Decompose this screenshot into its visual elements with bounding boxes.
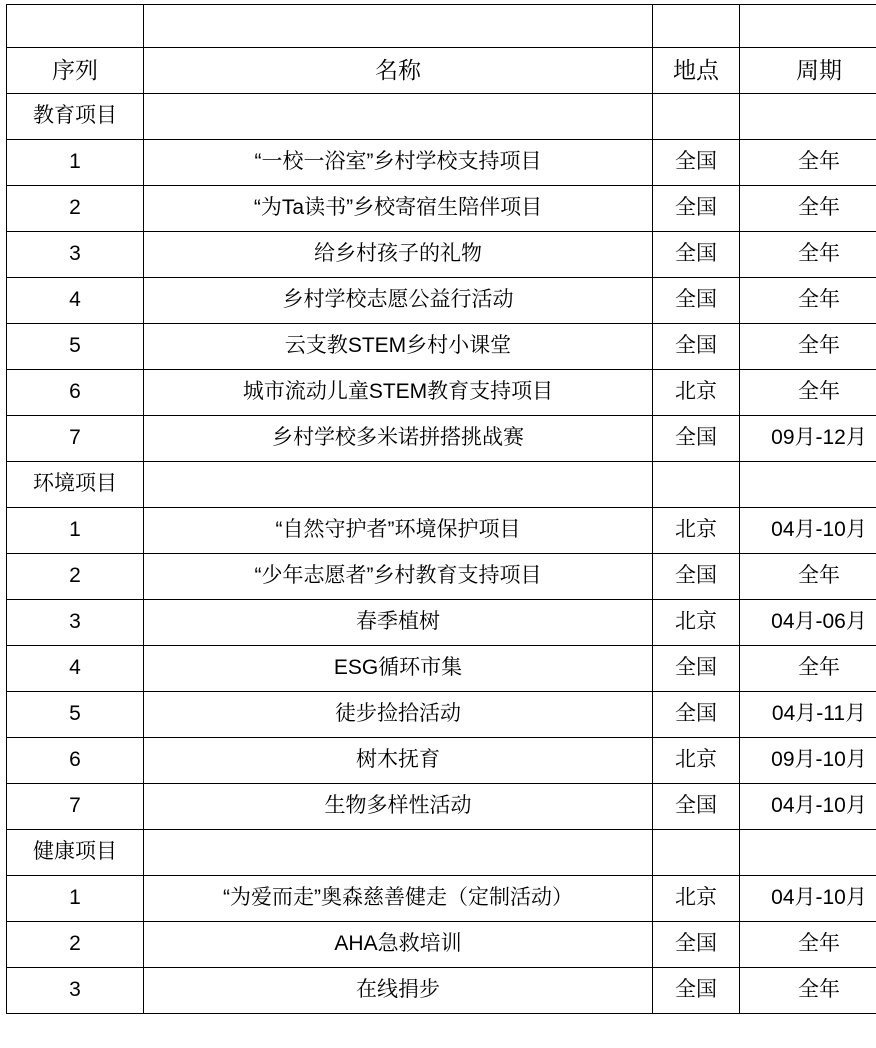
table-body xyxy=(7,5,876,1014)
cell-seq xyxy=(7,5,144,48)
cell-cycle: 09月-12月 xyxy=(740,416,876,462)
cell-name: 乡村学校志愿公益行活动 xyxy=(144,278,653,324)
cell-name xyxy=(144,94,653,140)
cell-name: 春季植树 xyxy=(144,600,653,646)
cell-place: 全国 xyxy=(653,784,740,830)
cell-name: 给乡村孩子的礼物 xyxy=(144,232,653,278)
project-schedule-table xyxy=(6,4,876,1014)
cell-name: 城市流动儿童STEM教育支持项目 xyxy=(144,370,653,416)
cell-seq: 3 xyxy=(7,600,144,646)
cell-place: 全国 xyxy=(653,646,740,692)
cell-name: 树木抚育 xyxy=(144,738,653,784)
cell-cycle xyxy=(740,830,876,876)
cell-seq: 7 xyxy=(7,416,144,462)
group-row-education xyxy=(7,94,876,140)
cell-place: 北京 xyxy=(653,738,740,784)
cell-name: “为爱而走”奥森慈善健走（定制活动） xyxy=(144,876,653,922)
cell-seq: 2 xyxy=(7,922,144,968)
column-header-place: 地点 xyxy=(653,48,740,94)
table-row xyxy=(7,508,876,554)
cell-name xyxy=(144,5,653,48)
table-row xyxy=(7,554,876,600)
cell-place xyxy=(653,462,740,508)
cell-place: 全国 xyxy=(653,922,740,968)
cell-place: 全国 xyxy=(653,692,740,738)
cell-name: 在线捐步 xyxy=(144,968,653,1014)
table-row xyxy=(7,232,876,278)
cell-cycle: 04月-10月 xyxy=(740,784,876,830)
cell-place: 北京 xyxy=(653,508,740,554)
cell-name: “自然守护者”环境保护项目 xyxy=(144,508,653,554)
table-row xyxy=(7,140,876,186)
cell-name: 乡村学校多米诺拼搭挑战赛 xyxy=(144,416,653,462)
table-row xyxy=(7,186,876,232)
table-row xyxy=(7,968,876,1014)
cell-seq: 1 xyxy=(7,140,144,186)
group-row-environment xyxy=(7,462,876,508)
group-label-environment: 环境项目 xyxy=(7,462,144,508)
cell-seq: 7 xyxy=(7,784,144,830)
table-row xyxy=(7,738,876,784)
cell-seq: 4 xyxy=(7,646,144,692)
cell-name xyxy=(144,830,653,876)
cell-seq: 6 xyxy=(7,370,144,416)
cell-seq: 3 xyxy=(7,232,144,278)
cell-place: 全国 xyxy=(653,278,740,324)
cell-place: 北京 xyxy=(653,600,740,646)
cell-place: 全国 xyxy=(653,140,740,186)
cell-cycle: 全年 xyxy=(740,278,876,324)
cell-seq: 1 xyxy=(7,508,144,554)
cell-place: 全国 xyxy=(653,554,740,600)
cell-seq: 6 xyxy=(7,738,144,784)
cell-cycle: 09月-10月 xyxy=(740,738,876,784)
cell-seq: 2 xyxy=(7,554,144,600)
cell-seq: 5 xyxy=(7,692,144,738)
cell-place: 全国 xyxy=(653,232,740,278)
cell-seq: 4 xyxy=(7,278,144,324)
cell-cycle: 04月-10月 xyxy=(740,876,876,922)
cell-place xyxy=(653,5,740,48)
cell-name: ESG循环市集 xyxy=(144,646,653,692)
column-header-cycle: 周期 xyxy=(740,48,876,94)
table-row xyxy=(7,370,876,416)
column-header-seq: 序列 xyxy=(7,48,144,94)
cell-cycle: 全年 xyxy=(740,554,876,600)
cell-place xyxy=(653,94,740,140)
table-header-row xyxy=(7,48,876,94)
group-label-education: 教育项目 xyxy=(7,94,144,140)
table-row xyxy=(7,600,876,646)
cell-seq: 3 xyxy=(7,968,144,1014)
cell-place: 全国 xyxy=(653,186,740,232)
cell-place: 北京 xyxy=(653,370,740,416)
table-row xyxy=(7,692,876,738)
cell-seq: 5 xyxy=(7,324,144,370)
cell-place: 全国 xyxy=(653,968,740,1014)
cell-cycle: 04月-11月 xyxy=(740,692,876,738)
cell-name: AHA急救培训 xyxy=(144,922,653,968)
table-row xyxy=(7,416,876,462)
group-row-health xyxy=(7,830,876,876)
table-row xyxy=(7,922,876,968)
cell-cycle: 全年 xyxy=(740,968,876,1014)
cell-place: 全国 xyxy=(653,324,740,370)
cell-cycle xyxy=(740,94,876,140)
cell-name xyxy=(144,462,653,508)
table-row xyxy=(7,278,876,324)
cell-name: “一校一浴室”乡村学校支持项目 xyxy=(144,140,653,186)
cell-cycle: 全年 xyxy=(740,646,876,692)
cell-cycle: 04月-06月 xyxy=(740,600,876,646)
cell-place xyxy=(653,830,740,876)
cell-cycle: 全年 xyxy=(740,140,876,186)
cell-cycle xyxy=(740,462,876,508)
cell-name: “少年志愿者”乡村教育支持项目 xyxy=(144,554,653,600)
cell-cycle: 04月-10月 xyxy=(740,508,876,554)
cell-cycle: 全年 xyxy=(740,370,876,416)
table-row xyxy=(7,784,876,830)
cell-place: 全国 xyxy=(653,416,740,462)
cell-name: “为Ta读书”乡校寄宿生陪伴项目 xyxy=(144,186,653,232)
cell-cycle: 全年 xyxy=(740,232,876,278)
cell-cycle: 全年 xyxy=(740,922,876,968)
cell-cycle xyxy=(740,5,876,48)
table-row xyxy=(7,5,876,48)
cell-name: 云支教STEM乡村小课堂 xyxy=(144,324,653,370)
cell-seq: 2 xyxy=(7,186,144,232)
table-row xyxy=(7,876,876,922)
cell-name: 生物多样性活动 xyxy=(144,784,653,830)
cell-place: 北京 xyxy=(653,876,740,922)
table-row xyxy=(7,324,876,370)
cell-cycle: 全年 xyxy=(740,186,876,232)
cell-cycle: 全年 xyxy=(740,324,876,370)
table-row xyxy=(7,646,876,692)
group-label-health: 健康项目 xyxy=(7,830,144,876)
cell-name: 徒步捡拾活动 xyxy=(144,692,653,738)
cell-seq: 1 xyxy=(7,876,144,922)
column-header-name: 名称 xyxy=(144,48,653,94)
